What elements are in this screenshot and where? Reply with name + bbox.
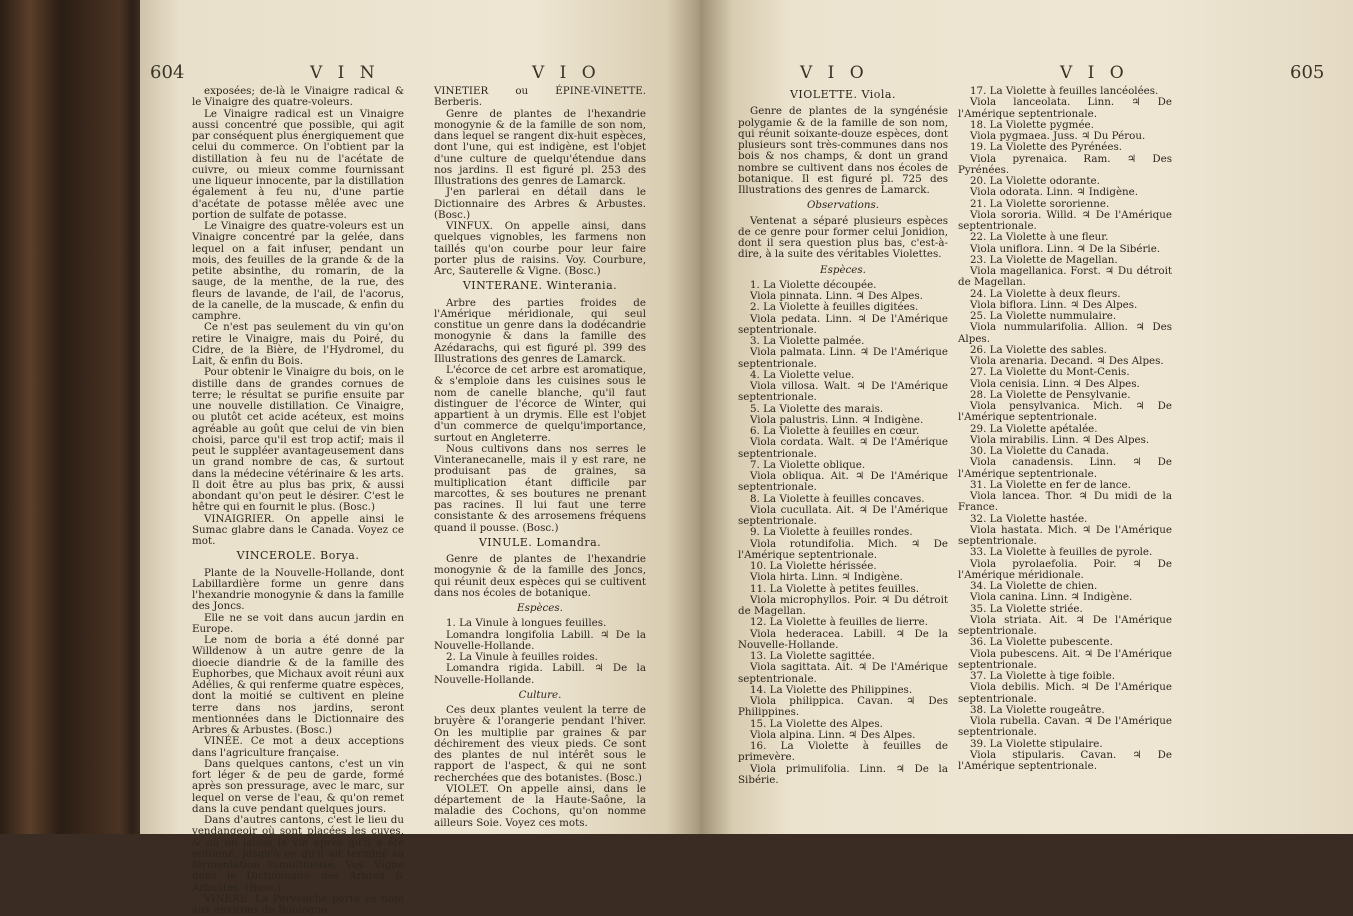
entry-paragraph: Le Vinaigre radical est un Vinaigre aussi concentré que possible, qui agit par conséquent plus énergiquement que celui du commerce. On l'obtient par la distillation à feu nu de l'acétate de cuivre, ou mieux comme fournissant une liqueur innocente, par la distillation également à feu nu, d'une partie d'acétate de potasse mêlée avec une portion de sulfate de potasse.	[192, 107, 404, 221]
entry-heading: VINTERANE. Winterania.	[462, 279, 618, 293]
entry-paragraph: VINÉE. Ce mot a deux acceptions dans l'agriculture française.	[192, 735, 404, 759]
entry-paragraph: Viola cucullata. Ait. ♃ De l'Amérique septentrionale.	[738, 503, 948, 527]
entry-paragraph: 22. La Violette à une fleur.	[970, 231, 1109, 244]
entry-paragraph: VINAIGRIER. On appelle ainsi le Sumac glabre dans le Canada. Voyez ce mot.	[192, 512, 404, 547]
entry-paragraph: 19. La Violette des Pyrénées.	[970, 141, 1123, 154]
entry-paragraph: Plante de la Nouvelle-Hollande, dont Labillardière forme un genre dans l'hexandrie monogynie & dans la famille des Joncs.	[192, 566, 404, 613]
entry-paragraph: Pour obtenir le Vinaigre du bois, on le distille dans de grandes cornues de terre; le résultat se purifie ensuite par une nouvelle distillation. Ce Vinaigre, ou plutôt cet acide acéteux, est moins agréable au goût que celui de vin bien choisi, parce qu'il est trop actif; mais il peut le suppléer avantageusement dans un grand nombre de cas, & surtout dans la médecine vétérinaire & les arts. Il doit être au plus bas prix, & aussi abondant qu'on peut le désirer. C'est le hêtre qui en fournit le plus. (Bosc.)	[192, 366, 404, 514]
entry-paragraph: Ces deux plantes veulent la terre de bruyère & l'orangerie pendant l'hiver. On les multiplie par graines & par déchirement des vieux pieds. Ce sont des plantes de nul intérêt sous le rapport de l'aspect, & qui ne sont recherchées que des botanistes. (Bosc.)	[434, 704, 646, 784]
entry-paragraph: 38. La Violette rougeâtre.	[970, 703, 1105, 716]
entry-paragraph: J'en parlerai en détail dans le Dictionnaire des Arbres & Arbustes. (Bosc.)	[434, 186, 646, 221]
entry-paragraph: 31. La Violette en fer de lance.	[970, 478, 1131, 491]
entry-paragraph: Viola lanceolata. Linn. ♃ De l'Amérique septentrionale.	[958, 96, 1172, 120]
entry-paragraph: Viola sororia. Willd. ♃ De l'Amérique septentrionale.	[958, 208, 1172, 232]
entry-paragraph: Viola cenisia. Linn. ♃ Des Alpes.	[970, 377, 1140, 390]
entry-paragraph: Viola obliqua. Ait. ♃ De l'Amérique septentrionale.	[738, 470, 948, 494]
entry-paragraph: Viola canina. Linn. ♃ Indigène.	[970, 591, 1133, 604]
entry-paragraph: 16. La Violette à feuilles de primevère.	[738, 740, 948, 764]
entry-paragraph: VINETIER ou ÉPINE-VINETTE. Berberis.	[434, 85, 646, 109]
entry-paragraph: 1. La Violette découpée.	[750, 278, 877, 291]
entry-paragraph: Viola rubella. Cavan. ♃ De l'Amérique septentrionale.	[958, 715, 1172, 739]
entry-paragraph: Viola odorata. Linn. ♃ Indigène.	[970, 186, 1139, 199]
entry-paragraph: 14. La Violette des Philippines.	[750, 683, 913, 696]
entry-paragraph: 36. La Violette pubescente.	[970, 636, 1113, 649]
left-column-2	[434, 85, 646, 829]
entry-paragraph: 10. La Violette hérissée.	[750, 560, 877, 572]
page-number-right: 605	[1290, 62, 1325, 83]
entry-paragraph: L'écorce de cet arbre est aromatique, & s'emploie dans les cuisines sous le nom de canelle blanche, qu'il faut distinguer de l'écorce de Winter, qui appartient à un drymis. Elle est l'objet d'un commerce de quelqu'importance, surtout en Angleterre.	[434, 364, 646, 444]
entry-paragraph: exposées; de-là le Vinaigre radical & le Vinaigre des quatre-voleurs.	[192, 85, 404, 109]
entry-paragraph: Arbre des parties froides de l'Amérique méridionale, qui seul constitue un genre dans la dodécandrie monogynie & dans la famille des Azédarachs, qui est figuré pl. 399 des Illustrations des genres de Lamarck.	[434, 296, 646, 365]
entry-paragraph: Viola uniflora. Linn. ♃ De la Sibérie.	[970, 242, 1161, 255]
entry-paragraph: Viola hirta. Linn. ♃ Indigène.	[750, 571, 903, 584]
entry-paragraph: Genre de plantes de l'hexandrie monogynie & de la famille de son nom, dans lequel se rangent dix-huit espèces, dont l'une, qui est indigène, est l'objet d'une culture de quelqu'étendue dans nos jardins. Il est figuré pl. 253 des Illustrations des genres de Lamarck.	[434, 107, 646, 187]
entry-paragraph: VINÈRE. La Pervenche porte ce nom aux environs de Boulogne.	[192, 892, 404, 916]
entry-paragraph: Nous cultivons dans nos serres le Vinteranecanelle, mais il y est rare, ne produisant pas de graines, sa multiplication étant difficile par marcottes, & ses boutures ne prenant pas racines. Il lui faut une terre consistante & des arrosemens fréquens quand il pousse. (Bosc.)	[434, 442, 646, 534]
entry-paragraph: 23. La Violette de Magellan.	[970, 253, 1118, 266]
entry-paragraph: Genre de plantes de l'hexandrie monogynie & de la famille des Joncs, qui réunit deux espèces qui se cultivent dans nos écoles de botanique.	[434, 553, 646, 599]
entry-paragraph: Viola mirabilis. Linn. ♃ Des Alpes.	[970, 433, 1150, 446]
entry-paragraph: 2. La Vinule à feuilles roides.	[446, 651, 598, 663]
entry-paragraph: Viola palustris. Linn. ♃ Indigène.	[750, 413, 924, 426]
entry-paragraph: Viola lancea. Thor. ♃ Du midi de la France.	[958, 490, 1172, 514]
entry-paragraph: Viola villosa. Walt. ♃ De l'Amérique septentrionale.	[738, 380, 948, 404]
entry-paragraph: Viola pinnata. Linn. ♃ Des Alpes.	[750, 290, 923, 302]
entry-paragraph: 27. La Violette du Mont-Cenis.	[970, 366, 1130, 379]
entry-paragraph: Viola debilis. Mich. ♃ De l'Amérique septentrionale.	[958, 681, 1172, 705]
running-head-vio-left: V I O	[532, 63, 601, 83]
running-head-vio-1: V I O	[800, 63, 869, 83]
entry-paragraph: 9. La Violette à feuilles rondes.	[750, 526, 913, 539]
entry-paragraph: Viola microphyllos. Poir. ♃ Du détroit de Magellan.	[738, 593, 948, 617]
entry-paragraph: 3. La Violette palmée.	[750, 335, 865, 347]
entry-paragraph: Lomandra rigida. Labill. ♃ De la Nouvelle-Hollande.	[434, 662, 646, 686]
entry-paragraph: Le nom de boria a été donné par Willdenow à un autre genre de la dioecie diandrie & de la famille des Euphorbes, que Michaux avoit réuni aux Adélies, & qui renferme quatre espèces, dont la moitié se cultivent en pleine terre dans nos jardins, seront mentionnées dans le Dictionnaire des Arbres & Arbustes. (Bosc.)	[192, 634, 404, 736]
entry-paragraph: 18. La Violette pygmée.	[970, 118, 1094, 131]
entry-paragraph: Viola arenaria. Decand. ♃ Des Alpes.	[970, 355, 1164, 367]
entry-paragraph: 17. La Violette à feuilles lancéolées.	[970, 85, 1159, 97]
entry-paragraph: Viola rotundifolia. Mich. ♃ De l'Amérique septentrionale.	[738, 537, 948, 561]
entry-paragraph: 11. La Violette à petites feuilles.	[750, 582, 920, 595]
entry-paragraph: VINFUX. On appelle ainsi, dans quelques vignobles, les farmens non taillés qu'on courbe pour leur faire porter plus de raisins. Voy. Courbure, Arc, Sauterelle & Vigne. (Bosc.)	[434, 220, 646, 277]
entry-paragraph: Le Vinaigre des quatre-voleurs est un Vinaigre concentré par la gelée, dans lequel on a fait infuser, pendant un mois, des feuilles de la grande & de la petite absinthe, du romarin, de la sauge, de la menthe, de la rue, des fleurs de lavande, de l'ail, de l'acorus, de la canelle, de la muscade, & enfin du camphre.	[192, 220, 404, 322]
entry-paragraph: 34. La Violette de chien.	[970, 580, 1098, 592]
entry-paragraph: Viola biflora. Linn. ♃ Des Alpes.	[970, 298, 1138, 311]
entry-paragraph: Viola pygmaea. Juss. ♃ Du Pérou.	[970, 130, 1146, 142]
entry-paragraph: Lomandra longifolia Labill. ♃ De la Nouvelle-Hollande.	[434, 628, 646, 652]
entry-paragraph: 8. La Violette à feuilles concaves.	[750, 492, 925, 505]
entry-heading: VINULE. Lomandra.	[478, 535, 602, 549]
entry-paragraph: 28. La Violette de Pensylvanie.	[970, 388, 1131, 401]
entry-paragraph: 15. La Violette des Alpes.	[750, 717, 883, 730]
entry-paragraph: VIOLET. On appelle ainsi, dans le département de la Haute-Saône, la maladie des Cochons, qu'on nomme ailleurs Soie. Voyez ces mots.	[434, 782, 646, 829]
entry-paragraph: Viola pedata. Linn. ♃ De l'Amérique septentrionale.	[738, 312, 948, 336]
entry-paragraph: 24. La Violette à deux fleurs.	[970, 287, 1121, 300]
entry-paragraph: 29. La Violette apétalée.	[970, 422, 1098, 435]
section-subheading: Espèces.	[820, 263, 866, 276]
entry-paragraph: Viola pyrenaica. Ram. ♃ Des Pyrénées.	[958, 152, 1172, 176]
entry-paragraph: 26. La Violette des sables.	[970, 343, 1107, 356]
left-page	[140, 0, 700, 916]
entry-paragraph: Viola pyrolaefolia. Poir. ♃ De l'Amérique méridionale.	[958, 557, 1172, 581]
entry-paragraph: Viola hederacea. Labill. ♃ De la Nouvelle-Hollande.	[738, 627, 948, 651]
entry-paragraph: Genre de plantes de la syngénésie polygamie & de la famille de son nom, qui réunit soixante-douze espèces, dont plusieurs sont très-communes dans nos bois & nos champs, & dont un grand nombre se cultivent dans nos écoles de botanique. Il est figuré pl. 725 des Illustrations des genres de Lamarck.	[738, 105, 948, 196]
section-subheading: Observations.	[806, 199, 880, 212]
right-column-2	[958, 86, 1172, 826]
entry-paragraph: Ventenat a séparé plusieurs espèces de ce genre pour former celui Jonidion, dont il sera question plus bas, c'est-à-dire, à la suite des véritables Violettes.	[738, 214, 948, 261]
entry-paragraph: Viola palmata. Linn. ♃ De l'Amérique septentrionale.	[738, 346, 948, 370]
entry-paragraph: Viola pubescens. Ait. ♃ De l'Amérique septentrionale.	[958, 647, 1172, 671]
running-head-vin: V I N	[310, 63, 380, 83]
entry-paragraph: Ce n'est pas seulement du vin qu'on retire le Vinaigre, mais du Poiré, du Cidre, de la Bière, de l'Hydromel, du Lait, & enfin du Bois.	[192, 321, 404, 367]
left-column-1	[192, 85, 404, 916]
entry-paragraph: 2. La Violette à feuilles digitées.	[750, 301, 919, 314]
entry-paragraph: Viola nummularifolia. Allion. ♃ Des Alpes.	[958, 321, 1172, 345]
entry-paragraph: Viola cordata. Walt. ♃ De l'Amérique septentrionale.	[738, 436, 948, 460]
entry-paragraph: 35. La Violette striée.	[970, 602, 1083, 615]
entry-paragraph: Dans quelques cantons, c'est un vin fort léger & de peu de garde, formé après son pressurage, avec le marc, sur lequel on verse de l'eau, & qu'on remet dans la cuve pendant quelques jours.	[192, 757, 404, 815]
entry-paragraph: 21. La Violette sororienne.	[970, 197, 1110, 210]
entry-paragraph: Viola magellanica. Forst. ♃ Du détroit de Magellan.	[958, 265, 1172, 289]
entry-paragraph: 30. La Violette du Canada.	[970, 445, 1109, 457]
right-column-1	[738, 86, 948, 826]
entry-paragraph: 13. La Violette sagittée.	[750, 650, 875, 662]
entry-paragraph: 1. La Vinule à longues feuilles.	[446, 617, 607, 630]
entry-paragraph: Viola primulifolia. Linn. ♃ De la Sibérie.	[738, 762, 948, 786]
entry-paragraph: 5. La Violette des marais.	[750, 402, 884, 415]
entry-paragraph: 4. La Violette velue.	[750, 368, 855, 381]
entry-paragraph: Viola sagittata. Ait. ♃ De l'Amérique septentrionale.	[738, 661, 948, 685]
entry-heading: VIOLETTE. Viola.	[789, 88, 896, 101]
page-number-left: 604	[150, 62, 185, 83]
right-page	[700, 0, 1353, 834]
entry-paragraph: Viola canadensis. Linn. ♃ De l'Amérique septentrionale.	[958, 456, 1172, 480]
entry-paragraph: Viola pensylvanica. Mich. ♃ De l'Amérique septentrionale.	[958, 400, 1172, 424]
entry-paragraph: Viola philippica. Cavan. ♃ Des Philippines.	[738, 695, 948, 719]
entry-paragraph: Viola alpina. Linn. ♃ Des Alpes.	[750, 728, 916, 741]
entry-paragraph: 39. La Violette stipulaire.	[970, 737, 1103, 750]
entry-paragraph: 33. La Violette à feuilles de pyrole.	[970, 546, 1153, 559]
entry-paragraph: Elle ne se voit dans aucun jardin en Europe.	[192, 611, 404, 635]
running-head-vio-2: V I O	[1060, 63, 1129, 83]
entry-paragraph: 7. La Violette oblique.	[750, 458, 866, 471]
entry-paragraph: 37. La Violette à tige foible.	[970, 670, 1116, 682]
entry-paragraph: Dans d'autres cantons, c'est le lieu du vendangeoir où sont placées les cuves, & où on laisse le vin après qu'il a été entonné, jusqu'à ce qu'il ait terminé sa fermentation tumultueuse. Voy. Vigne dans le Dictionnaire des Arbres & Arbustes. (Bosc.)	[192, 814, 404, 894]
entry-paragraph: 20. La Violette odorante.	[970, 175, 1100, 187]
entry-paragraph: Viola stipularis. Cavan. ♃ De l'Amérique septentrionale.	[958, 748, 1172, 772]
section-subheading: Culture.	[518, 688, 562, 701]
entry-paragraph: Viola hastata. Mich. ♃ De l'Amérique septentrionale.	[958, 523, 1172, 547]
entry-paragraph: 12. La Violette à feuilles de lierre.	[750, 616, 929, 629]
entry-paragraph: Viola striata. Ait. ♃ De l'Amérique septentrionale.	[958, 613, 1172, 637]
section-subheading: Espèces.	[517, 602, 563, 614]
entry-paragraph: 32. La Violette hastée.	[970, 512, 1088, 525]
entry-paragraph: 25. La Violette nummulaire.	[970, 310, 1117, 322]
entry-heading: VINCEROLE. Borya.	[236, 549, 360, 563]
entry-paragraph: 6. La Violette à feuilles en cœur.	[750, 425, 920, 437]
